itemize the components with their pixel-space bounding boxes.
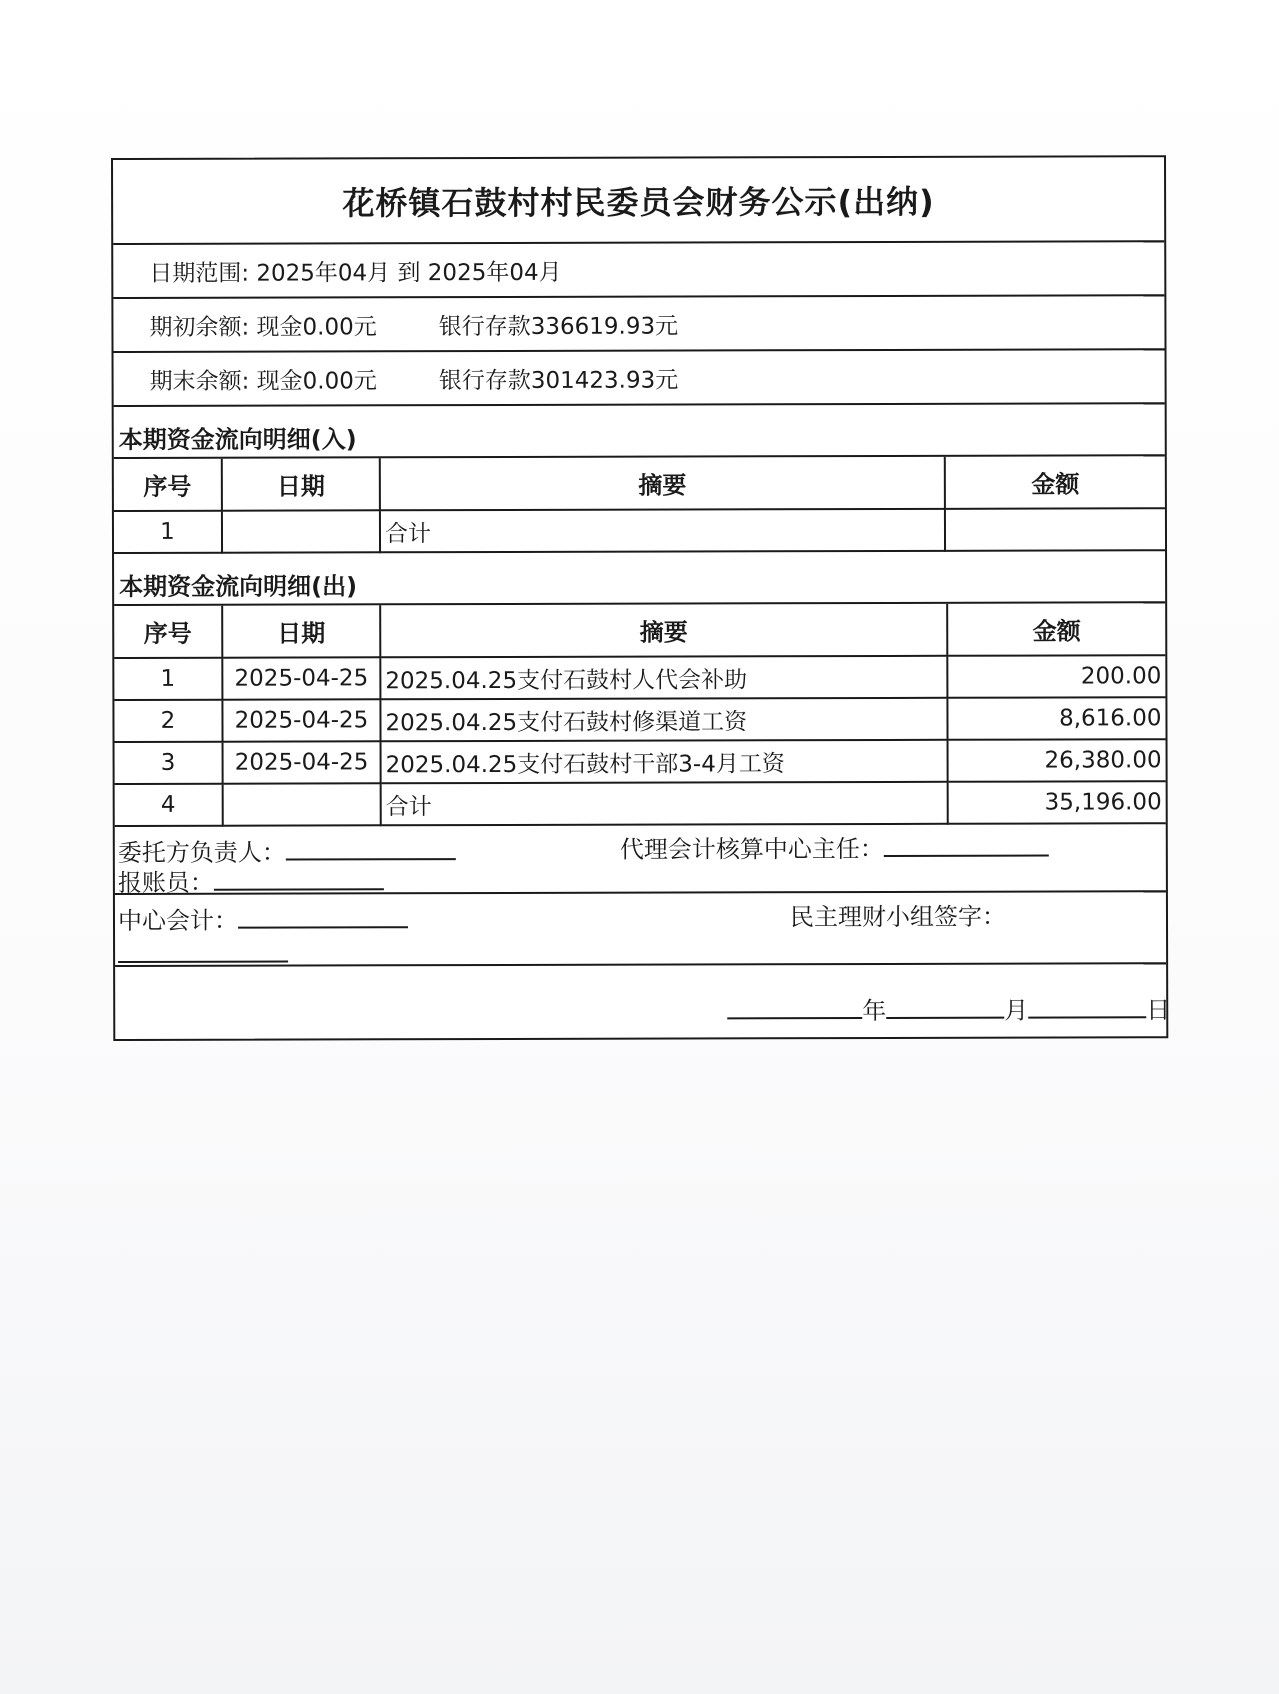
row-date: 2025-04-25 [222,657,380,699]
row-amount [945,508,1165,551]
expense-section-title: 本期资金流向明细(出) [114,551,1165,606]
opening-balance-row [113,296,1164,353]
finance-group-label: 民主理财小组签字： [789,902,1007,932]
header-amount: 金额 [945,456,1165,509]
signature-block-1 [115,824,1166,895]
month-label: 月 [1004,996,1029,1025]
closing-cash: 期末余额: 现金0.00元 [149,367,377,395]
table-row [114,655,1165,700]
row-summary: 2025.04.25支付石鼓村干部3-4月工资 [381,740,948,783]
agency-director-label: 代理会计核算中心主任： [619,834,884,864]
row-summary: 2025.04.25支付石鼓村人代会补助 [380,656,947,699]
date-range-row [113,242,1164,299]
row-no: 1 [114,658,222,700]
income-section-title: 本期资金流向明细(入) [114,404,1165,459]
day-line [1028,994,1146,1018]
closing-bank: 银行存款301423.93元 [438,367,679,394]
row-date: 2025-04-25 [222,699,380,741]
header-no: 序号 [114,606,222,658]
row-amount: 35,196.00 [948,781,1166,824]
client-head-line [286,836,456,860]
year-label: 年 [862,996,887,1026]
row-amount: 26,380.00 [948,739,1166,782]
header-date: 日期 [222,605,380,657]
header-date: 日期 [222,458,380,510]
table-row [114,508,1165,553]
row-amount: 200.00 [947,655,1165,698]
row-no: 3 [115,742,223,784]
header-amount: 金额 [947,603,1165,656]
row-no: 2 [114,700,222,742]
row-date [222,510,380,552]
row-summary: 合计 [381,782,948,825]
opening-cash: 期初余额: 现金0.00元 [149,313,377,341]
date-line-row [115,964,1171,1039]
table-row [114,697,1165,742]
center-accountant-label: 中心会计： [117,906,239,935]
year-line [727,995,862,1019]
finance-notice-form [111,155,1171,1041]
row-no: 4 [115,784,223,826]
header-summary: 摘要 [380,604,947,657]
finance-group-line [118,939,288,963]
row-summary: 合计 [380,509,945,552]
row-date [223,783,381,825]
form-title: 花桥镇石鼓村村民委员会财务公示(出纳) [113,157,1164,245]
table-row [115,739,1166,784]
center-accountant-line [238,904,408,928]
day-label: 日 [1146,996,1171,1025]
agency-director-line [884,833,1049,857]
header-summary: 摘要 [380,457,945,510]
reimburser-line [214,866,384,890]
closing-balance-row [114,350,1165,407]
date-range: 日期范围: 2025年04月 到 2025年04月 [149,259,562,287]
reimburser-label: 报账员： [117,868,214,897]
row-date: 2025-04-25 [223,741,381,783]
header-no: 序号 [114,459,222,511]
month-line [886,995,1004,1019]
row-no: 1 [114,511,222,553]
income-table [114,456,1165,554]
signature-block-2 [115,892,1166,967]
expense-header-row [114,603,1165,658]
table-row [115,781,1166,826]
row-amount: 8,616.00 [947,697,1165,740]
row-summary: 2025.04.25支付石鼓村修渠道工资 [380,698,947,741]
opening-bank: 银行存款336619.93元 [438,313,679,340]
income-header-row [114,456,1165,511]
client-head-label: 委托方负责人： [117,838,286,867]
expense-table [114,603,1166,827]
